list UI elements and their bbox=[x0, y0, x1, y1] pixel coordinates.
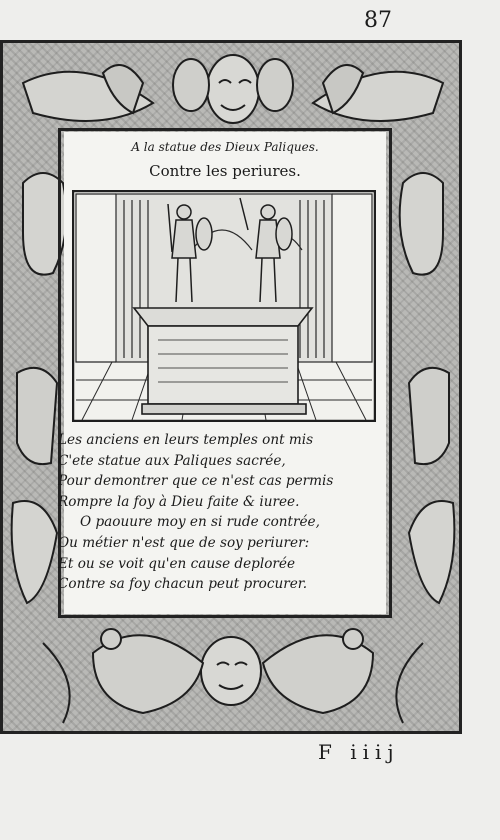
verse-line: Contre sa foy chacun peut procurer. bbox=[58, 576, 308, 593]
verse-line: Les anciens en leurs temples ont mis bbox=[58, 432, 314, 448]
verse-line: Pour demontrer que ce n'est cas permis bbox=[58, 473, 334, 490]
signature-mark: F iiij bbox=[318, 740, 400, 764]
emblem-motto: A la statue des Dieux Paliques. bbox=[131, 140, 319, 154]
verse-line: O paouure moy en si rude contrée, bbox=[80, 514, 320, 531]
verse-line: C'ete statue aux Paliques sacrée, bbox=[58, 452, 286, 469]
verse-line: Rompre la foy à Dieu faite & iuree. bbox=[58, 493, 300, 510]
verse-line: Ou métier n'est que de soy periurer: bbox=[58, 534, 310, 551]
emblem-title: Contre les periures. bbox=[149, 162, 301, 180]
emblem-panel bbox=[58, 132, 386, 614]
emblem-verses bbox=[58, 430, 398, 595]
verse-line: Et ou se voit qu'en cause deplorée bbox=[58, 555, 296, 572]
woodcut-illustration bbox=[72, 190, 376, 422]
page-number: 87 bbox=[364, 8, 392, 33]
